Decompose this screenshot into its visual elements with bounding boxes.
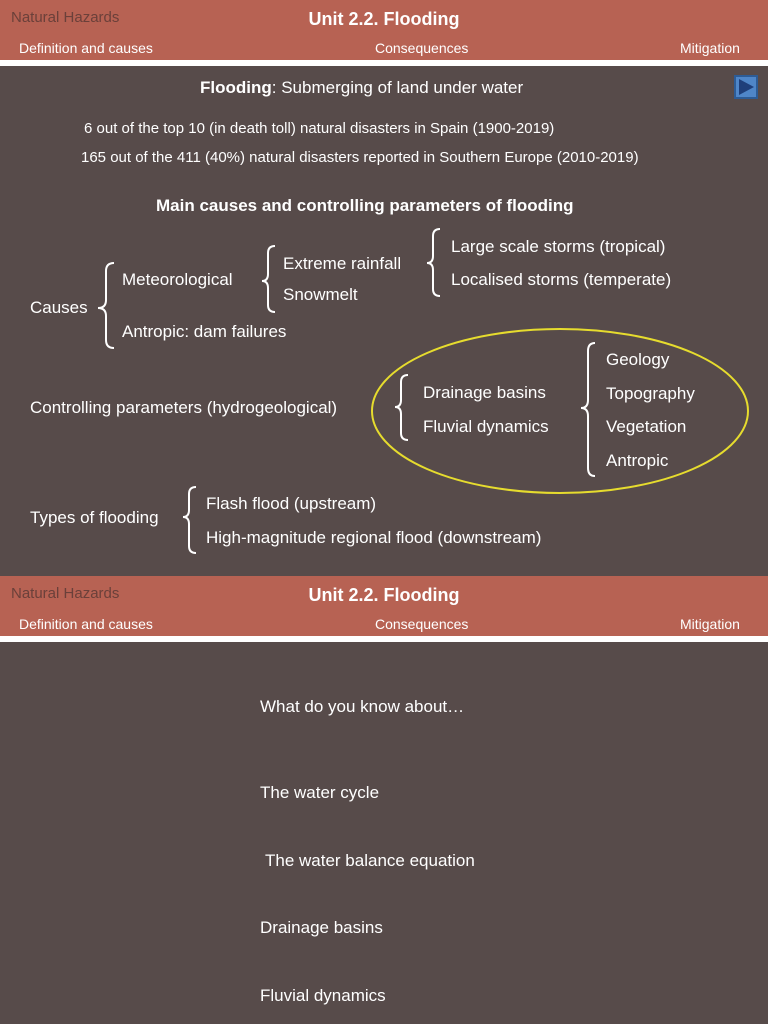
topic-drainage-basins: Drainage basins: [260, 918, 383, 937]
causes-label: Causes: [30, 298, 88, 317]
stat-southern-europe: 165 out of the 411 (40%) natural disasters reported in Southern Europe (2010-2019): [81, 149, 639, 166]
definition-term: Flooding: [200, 78, 272, 97]
highlight-ellipse: [372, 329, 748, 493]
brace-rainfall: [427, 229, 440, 296]
factor-geology: Geology: [606, 350, 670, 369]
brace-meteorological: [262, 246, 275, 312]
topic-fluvial-dynamics: Fluvial dynamics: [260, 986, 386, 1005]
local-storms-label: Localised storms (temperate): [451, 270, 672, 289]
fluvial-dynamics-label: Fluvial dynamics: [423, 417, 549, 436]
topic-water-balance: The water balance equation: [265, 851, 475, 870]
slide2-header: [0, 576, 768, 636]
controlling-label: Controlling parameters (hydrogeological): [30, 398, 338, 417]
extreme-rainfall-label: Extreme rainfall: [283, 254, 402, 273]
section-title: Main causes and controlling parameters of flooding: [156, 196, 574, 215]
snowmelt-label: Snowmelt: [283, 285, 358, 304]
nav-definition-causes-2[interactable]: Definition and causes: [19, 616, 153, 632]
factor-topography: Topography: [606, 384, 695, 403]
brace-types: [183, 487, 196, 553]
types-label: Types of flooding: [30, 508, 159, 527]
stat-spain: 6 out of the top 10 (in death toll) natural disasters in Spain (1900-2019): [84, 120, 555, 137]
brace-controlling: [395, 375, 408, 440]
nav-mitigation[interactable]: Mitigation: [680, 40, 740, 56]
large-storms-label: Large scale storms (tropical): [451, 237, 666, 256]
topic-water-cycle: The water cycle: [260, 783, 380, 802]
unit-title: Unit 2.2. Flooding: [308, 9, 460, 29]
course-title: Natural Hazards: [11, 9, 120, 26]
course-title-2: Natural Hazards: [11, 585, 120, 602]
regional-flood-label: High-magnitude regional flood (downstream): [206, 528, 542, 547]
meteorological-label: Meteorological: [122, 270, 233, 289]
drainage-basins-label: Drainage basins: [423, 383, 546, 402]
factor-antropic: Antropic: [606, 451, 669, 470]
brace-causes: [98, 263, 114, 348]
prompt-text: What do you know about…: [260, 697, 465, 716]
flash-flood-label: Flash flood (upstream): [206, 494, 377, 513]
antropic-dam-label: Antropic: dam failures: [122, 322, 287, 341]
unit-title-2: Unit 2.2. Flooding: [308, 585, 460, 605]
nav-consequences[interactable]: Consequences: [375, 40, 469, 56]
nav-definition-causes[interactable]: Definition and causes: [19, 40, 153, 56]
definition-text: : Submerging of land under water: [271, 78, 524, 97]
factor-vegetation: Vegetation: [606, 417, 687, 436]
nav-consequences-2[interactable]: Consequences: [375, 616, 469, 632]
brace-factors: [581, 343, 595, 476]
nav-mitigation-2[interactable]: Mitigation: [680, 616, 740, 632]
